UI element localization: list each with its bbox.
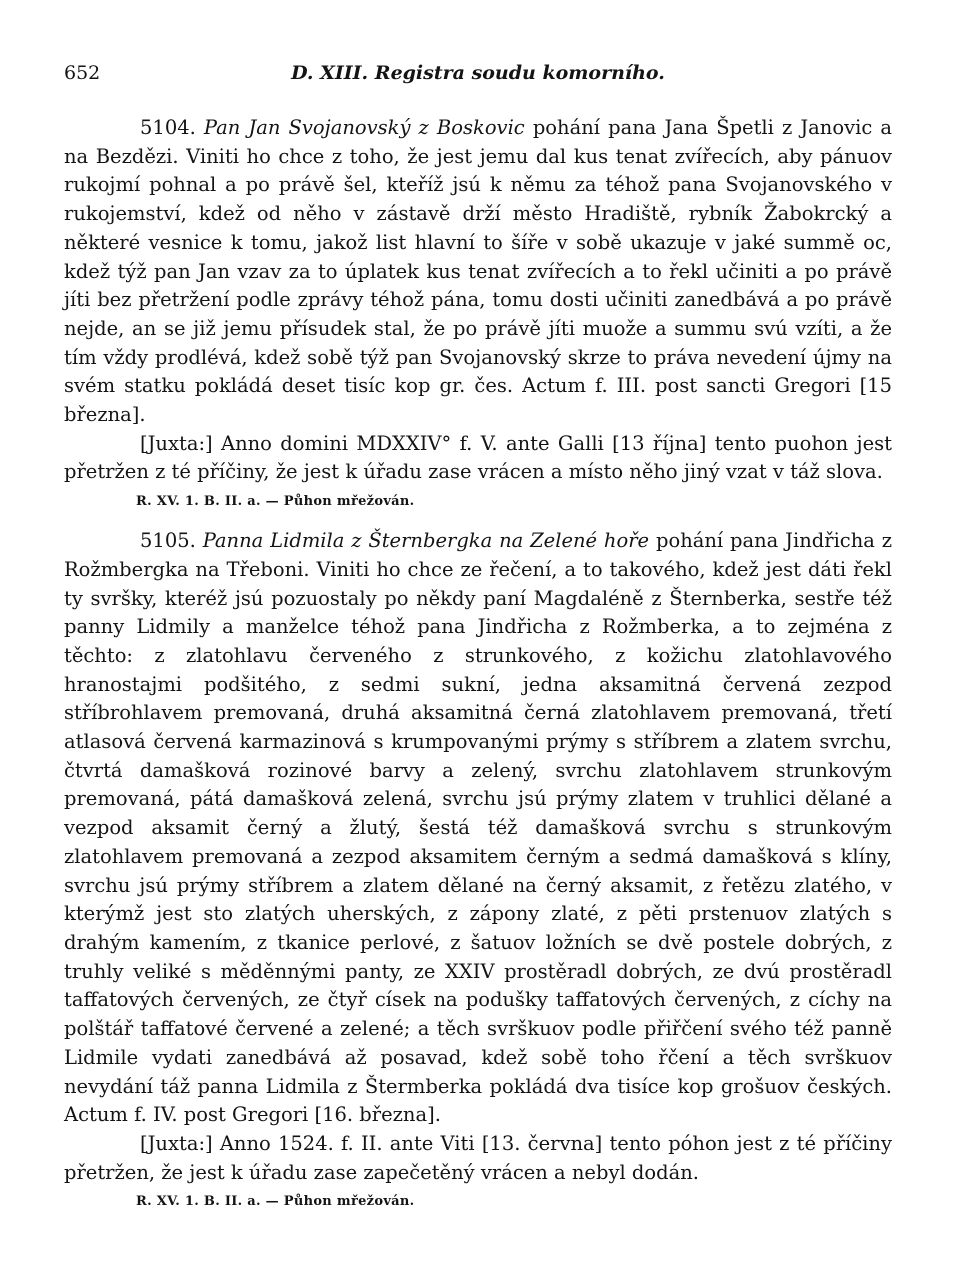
entry-parties: Pan Jan Svojanovský z Boskovic [203,116,525,139]
entry-5104 [64,114,892,430]
entry-parties: Panna Lidmila z Šternbergka na Zelené hoře [202,529,650,553]
entry-juxta-note: [Juxta:] Anno 1524. f. II. ante Viti [13. června] tento póhon jest z té příčiny přetržen, že jest k úřadu zase zapečetěný vrácen a nebyl dodán. [64,1131,892,1184]
entry-number: 5105. [140,529,196,553]
entry-5105 [64,527,892,1130]
document-body [64,114,892,1217]
entry-text: pohání pana Jana Špetli z Janovic a na Bezdězi. Viniti ho chce z toho, že jest jemu dal kus tenat zvířecích, aby pánuov rukojmí pohnal a po právě šel, kteříž jsú k němu za téhož pana Svojanovského v rukojemství, kdež od něho v zástavě drží město Hradiště, rybník Žabokrcký a některé vesnice k tomu, jakož list hlavní to šíře v sobě ukazuje v jaké summě oc, kdež týž pan Jan vzav za to úplatek kus tenat zvířecích a to řekl učiniti a po právě jíti bez přetržení podle zprávy téhož pána, tomu dosti učiniti zanedbává a po právě nejde, an se již jemu přísudek stal, že po právě jíti muože a summu svú vzíti, a že tím vždy prodlévá, kdež sobě týž pan Svojanovský skrze to práva nevedení újmy na svém statku pokládá deset tisíc kop gr. čes. Actum f. III. post sancti Gregori [15 března]. [64,116,892,427]
entry-juxta-note: [Juxta:] Anno domini MDXXIV° f. V. ante Galli [13 října] tento puohon jest přetržen z té příčiny, že jest k úřadu zase vrácen a místo něho jiný vzat v táž slova. [64,431,892,484]
entry-text: pohání pana Jindřicha z Rožmbergka na Třeboni. Viniti ho chce ze řečení, a to takového, kdež jest dáti řekl ty svršky, kteréž jsú pozuostaly po někdy paní Magdaléně z Šternberka, sestře též panny Lidmily a manželce téhož pana Jindřicha z Rožmberka, a to zejména z těchto: z zlatohlavu červeného z strunkového, z kožichu zlatohlavového hranostajmi podšitého, z sedmi sukní, jedna aksamitná červená zezpod stříbrohlavem premovaná, druhá aksamitná černá zlatohlavem premovaná, třetí atlasová červená karmazinová s krumpovanými prýmy s stříbrem a zlatem svrchu, čtvrtá damašková rozinové barvy a zelený, svrchu zlatohlavem strunkovým premovaná, pátá damašková zelená, svrchu jsú prýmy zlatem v truhlici dělané a vezpod aksamit černý a žlutý, šestá též damašková svrchu s strunkovým zlatohlavem premovaná a zezpod aksamitem černým a sedmá damašková s klíny, svrchu jsú prýmy stříbrem a zlatem dělané na černý aksamit, z řetězu zlatého, v kterýmž jest sto zlatých uherských, z zápony zlaté, z pěti prstenuov zlatých s drahým kamením, z tkanice perlové, z šatuov ložních se dvě postele dobrých, z truhly veliké s měděnnými panty, ze XXIV prostěradl dobrých, ze dvú prostěradl taffatových červených, ze čtyř císek na podušky taffatových červených, z cíchy na polštář taffatové červené a zelené; a těch svrškuov podle přiřčení svého též panně Lidmile vydati zanedbává až posavad, kdež sobě toho řčení a těch svrškuov nevydání táž panna Lidmila z Štermberka pokládá dva tisíce kop grošuov českých. Actum f. IV. post Gregori [16. března]. [64,529,893,1127]
page-header [64,62,892,92]
entry-number: 5104. [140,116,196,139]
entry-source-note: R. XV. 1. B. II. a. — Půhon mřežován. [136,1194,415,1210]
page-number: 652 [64,62,101,84]
running-title: D. XIII. Registra soudu komorního. [291,62,665,84]
entry-separator [64,517,892,527]
entry-source-note: R. XV. 1. B. II. a. — Půhon mřežován. [136,494,415,510]
